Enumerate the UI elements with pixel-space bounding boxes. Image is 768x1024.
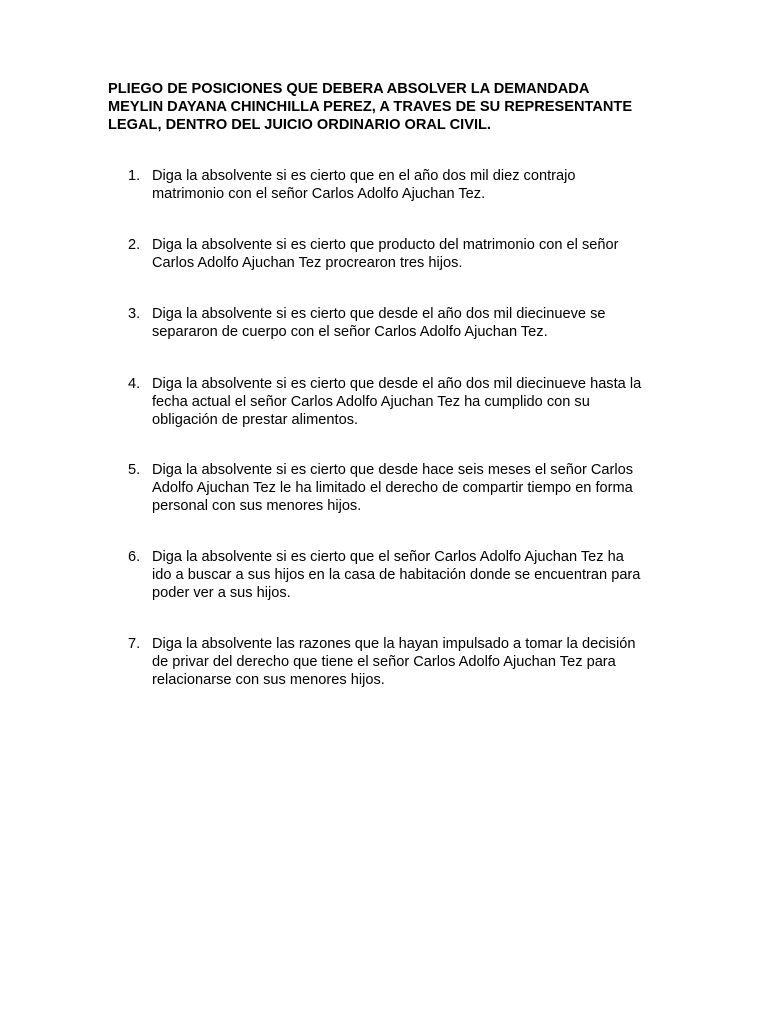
position-item-4 <box>128 375 688 429</box>
position-item-1 <box>128 167 688 203</box>
position-item-2 <box>128 236 688 272</box>
position-item-6 <box>128 548 688 602</box>
item-text-line: matrimonio con el señor Carlos Adolfo Ajuchan Tez. <box>152 186 486 202</box>
item-text-line: Diga la absolvente si es cierto que en el año dos mil diez contrajo <box>152 168 576 184</box>
item-text-line: Adolfo Ajuchan Tez le ha limitado el derecho de compartir tiempo en forma <box>152 480 633 496</box>
item-number: 4. <box>128 376 141 392</box>
item-text-line: fecha actual el señor Carlos Adolfo Ajuchan Tez ha cumplido con su <box>152 394 590 410</box>
item-text-line: de privar del derecho que tiene el señor Carlos Adolfo Ajuchan Tez para <box>152 654 616 670</box>
item-text-line: Carlos Adolfo Ajuchan Tez procrearon tres hijos. <box>152 255 463 271</box>
item-text-line: Diga la absolvente si es cierto que desde hace seis meses el señor Carlos <box>152 462 634 478</box>
item-text-line: poder ver a sus hijos. <box>152 585 291 601</box>
item-text-line: ido a buscar a sus hijos en la casa de habitación donde se encuentran para <box>152 567 641 583</box>
item-text-line: Diga la absolvente si es cierto que el señor Carlos Adolfo Ajuchan Tez ha <box>152 549 624 565</box>
heading-line: MEYLIN DAYANA CHINCHILLA PEREZ, A TRAVES DE SU REPRESENTANTE <box>108 99 633 115</box>
document-heading <box>108 80 668 134</box>
item-number: 6. <box>128 549 141 565</box>
item-number: 3. <box>128 306 141 322</box>
item-text-line: Diga la absolvente si es cierto que producto del matrimonio con el señor <box>152 237 619 253</box>
position-item-3 <box>128 305 688 341</box>
item-number: 2. <box>128 237 141 253</box>
item-text-line: Diga la absolvente si es cierto que desde el año dos mil diecinueve hasta la <box>152 376 642 392</box>
item-text-line: relacionarse con sus menores hijos. <box>152 672 385 688</box>
item-number: 1. <box>128 168 141 184</box>
item-number: 7. <box>128 636 141 652</box>
item-number: 5. <box>128 462 141 478</box>
item-text-line: personal con sus menores hijos. <box>152 498 362 514</box>
position-item-7 <box>128 635 688 689</box>
position-item-5 <box>128 461 688 515</box>
heading-line: PLIEGO DE POSICIONES QUE DEBERA ABSOLVER LA DEMANDADA <box>108 81 590 97</box>
item-text-line: obligación de prestar alimentos. <box>152 412 359 428</box>
item-text-line: separaron de cuerpo con el señor Carlos Adolfo Ajuchan Tez. <box>152 324 548 340</box>
heading-line: LEGAL, DENTRO DEL JUICIO ORDINARIO ORAL CIVIL. <box>108 117 491 133</box>
item-text-line: Diga la absolvente las razones que la hayan impulsado a tomar la decisión <box>152 636 636 652</box>
item-text-line: Diga la absolvente si es cierto que desde el año dos mil diecinueve se <box>152 306 606 322</box>
